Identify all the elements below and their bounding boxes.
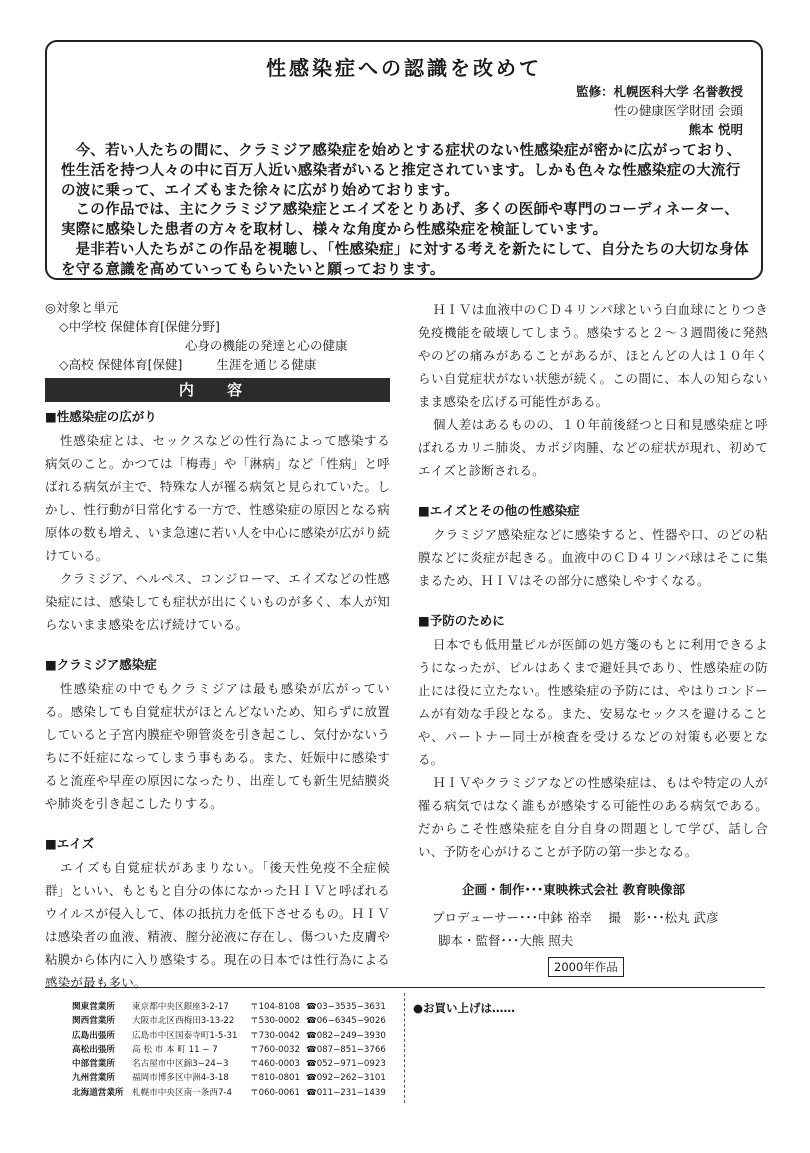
section-heading: ■エイズ xyxy=(45,836,95,851)
section-heading: ■予防のために xyxy=(418,613,505,628)
credit-director: 脚本・監督･･･大熊 照夫 xyxy=(438,933,574,948)
office-row xyxy=(72,1086,386,1100)
office-tel: ☎06−6345−9026 xyxy=(306,1016,386,1027)
target-junior-high: ◇中学校 保健体育[保健分野] xyxy=(59,319,220,334)
body-paragraph: クラミジア感染症などに感染すると、性器や口、のどの粘膜などに炎症が起きる。血液中のＣＤ４リンパ球はそこに集まるため、ＨＩＶはその部分に感染しやすくなる。 xyxy=(418,527,768,588)
office-tel: ☎052−971−0923 xyxy=(306,1059,386,1070)
office-name: 高松出張所 xyxy=(72,1044,115,1055)
office-tel: ☎092−262−3101 xyxy=(306,1073,386,1084)
office-zip: 〒810-0801 xyxy=(250,1073,300,1084)
section-heading: ■性感染症の広がり xyxy=(45,409,157,424)
office-row xyxy=(72,1071,386,1085)
office-tel: ☎011−231−1439 xyxy=(306,1087,386,1098)
office-name: 関東営業所 xyxy=(72,1002,115,1012)
body-paragraph: エイズも自覚症状があまりない。「後天性免疫不全症候群」といい、もともと自分の体になかったＨＩＶと呼ばれるウイルスが侵入して、体の抵抗力を低下させるもの。ＨＩＶは感染者の血液、精液、膣分泌液に存在し、傷ついた皮膚や粘膜から体内に入り感染する。現在の日本では性行為による感染が最も多い。 xyxy=(45,860,390,990)
office-tel: ☎082−249−3930 xyxy=(306,1030,386,1041)
purchase-label: ●お買い上げは…… xyxy=(413,1001,516,1015)
office-zip: 〒104-8108 xyxy=(250,1002,300,1012)
office-zip: 〒760-0032 xyxy=(250,1044,300,1055)
credit-production: 企画・制作･･･東映株式会社 教育映像部 xyxy=(462,882,686,897)
office-address: 高 松 市 本 町 11 − 7 xyxy=(132,1044,218,1055)
footer-column-divider xyxy=(404,993,405,1103)
body-paragraph: 日本でも低用量ピルが医師の処方箋のもとに利用できるようになったが、ピルはあくまで避妊具であり、性感染症の防止には役に立たない。性感染症の予防には、やはりコンドームが有効な手段となる。また、安易なセックスを避けることや、パートナー同士が検査を受けるなどの対策も必要となる。 xyxy=(418,637,768,767)
right-column xyxy=(418,298,768,863)
footer-divider xyxy=(45,987,765,988)
intro-paragraph: 是非若い人たちがこの作品を視聴し、「性感染症」に対する考えを新たにして、自分たちの大切な身体を守る意識を高めていってもらいたいと願っております。 xyxy=(61,241,749,278)
body-paragraph: 性感染症とは、セックスなどの性行為によって感染する病気のこと。かつては「梅毒」や「淋病」など「性病」と呼ばれる病気が主で、特殊な人が罹る病気と見られていた。しかし、性行動が日常化する一方で、性感染症の原因となる病原体の数も増え、いま急速に若い人を中心に感染が広がり続けている。 xyxy=(45,433,390,563)
body-paragraph: クラミジア、ヘルペス、コンジローマ、エイズなどの性感染症には、感染しても症状が出にくいものが多く、本人が知らないまま感染を広げ続けている。 xyxy=(45,571,390,632)
office-name: 広島出張所 xyxy=(72,1030,115,1041)
page-title: 性感染症への認識を改めて xyxy=(266,56,542,80)
target-high-school-unit: 生涯を通じる健康 xyxy=(216,357,317,372)
target-heading: ◎対象と単元 xyxy=(45,300,119,315)
section-heading: ■クラミジア感染症 xyxy=(45,657,157,672)
body-paragraph: 性感染症の中でもクラミジアは最も感染が広がっている。感染しても自覚症状がほとんどないため、知らずに放置していると子宮内膜症や卵管炎を引き起こし、気付かないうちに不妊症になってしまう事もある。また、妊娠中に感染すると流産や早産の原因になったり、出産しても新生児結膜炎や肺炎を引き起こしたりする。 xyxy=(45,681,390,811)
intro-box xyxy=(45,40,763,280)
intro-text xyxy=(61,142,749,281)
office-address: 広島市中区国泰寺町1-5-31 xyxy=(132,1030,238,1041)
body-paragraph: ＨＩＶは血液中のＣＤ４リンパ球という白血球にとりつき免疫機能を破壊してしまう。感染すると２〜３週間後に発熱やのどの痛みがあることがあるが、ほとんどの人は１０年くらい自覚症状がない状態が続く。この間に、本人の知らないまま感染を広げる可能性がある。 xyxy=(418,302,768,409)
intro-paragraph: 今、若い人たちの間に、クラミジア感染症を始めとする症状のない性感染症が密かに広がっており、性生活を持つ人々の中に百万人近い感染者がいると推定されています。しかも色々な性感染症の大流行の波に乗って、エイズもまた徐々に広がり始めております。 xyxy=(61,143,742,199)
supervisor-line: 性の健康医学財団 会頭 xyxy=(614,103,743,118)
body-paragraph: 個人差はあるものの、１０年前後経つと日和見感染症と呼ばれるカリニ肺炎、カポジ肉腫、などの症状が現れ、初めてエイズと診断される。 xyxy=(418,417,768,478)
section-heading: ■エイズとその他の性感染症 xyxy=(418,503,580,518)
supervisor-name: 熊本 悦明 xyxy=(688,122,743,137)
office-row xyxy=(72,1029,386,1043)
office-name: 関西営業所 xyxy=(72,1016,115,1027)
supervisor-line: 監修：札幌医科大学 名誉教授 xyxy=(576,84,743,99)
body-paragraph: ＨＩＶやクラミジアなどの性感染症は、もはや特定の人が罹る病気ではなく誰もが感染する可能性のある病気である。だからこそ性感染症を自分自身の問題として学び、話し合い、予防を心がけることが予防の第一歩となる。 xyxy=(418,775,768,859)
office-list xyxy=(72,1000,386,1100)
office-tel: ☎03−3535−3631 xyxy=(306,1002,386,1012)
office-address: 大阪市北区西梅田3-13-22 xyxy=(132,1016,235,1027)
office-zip: 〒730-0042 xyxy=(250,1030,300,1041)
target-junior-high-unit: 心身の機能の発達と心の健康 xyxy=(185,338,348,353)
target-section xyxy=(45,298,390,374)
office-row xyxy=(72,1000,386,1014)
office-address: 福岡市博多区中洲4-3-18 xyxy=(132,1073,229,1084)
contents-banner: 内 容 xyxy=(45,378,390,402)
office-row xyxy=(72,1043,386,1057)
office-zip: 〒530-0002 xyxy=(250,1016,300,1027)
office-address: 名古屋市中区錦3−24−3 xyxy=(132,1059,229,1070)
credit-producer-camera: プロデューサー･･･中鉢 裕幸 撮 影･･･松丸 武彦 xyxy=(432,910,719,925)
office-address: 東京都中央区銀座3-2-17 xyxy=(132,1002,229,1012)
office-zip: 〒060-0061 xyxy=(250,1087,300,1098)
office-tel: ☎087−851−3766 xyxy=(306,1044,386,1055)
office-name: 中部営業所 xyxy=(72,1059,115,1070)
left-column xyxy=(45,298,390,994)
target-high-school-subject: ◇高校 保健体育[保健] xyxy=(59,357,183,372)
office-row xyxy=(72,1014,386,1028)
target-high-school xyxy=(45,355,390,374)
office-row xyxy=(72,1057,386,1071)
office-name: 北海道営業所 xyxy=(72,1087,124,1098)
office-address: 札幌市中央区南一条西7-4 xyxy=(132,1087,232,1098)
office-zip: 〒460-0003 xyxy=(250,1059,300,1070)
year-badge: 2000年作品 xyxy=(548,957,624,977)
office-name: 九州営業所 xyxy=(72,1073,115,1084)
intro-paragraph: この作品では、主にクラミジア感染症とエイズをとりあげ、多くの医師や専門のコーディネーター、実際に感染した患者の方々を取材し、様々な角度から性感染症を検証しています。 xyxy=(61,202,740,239)
